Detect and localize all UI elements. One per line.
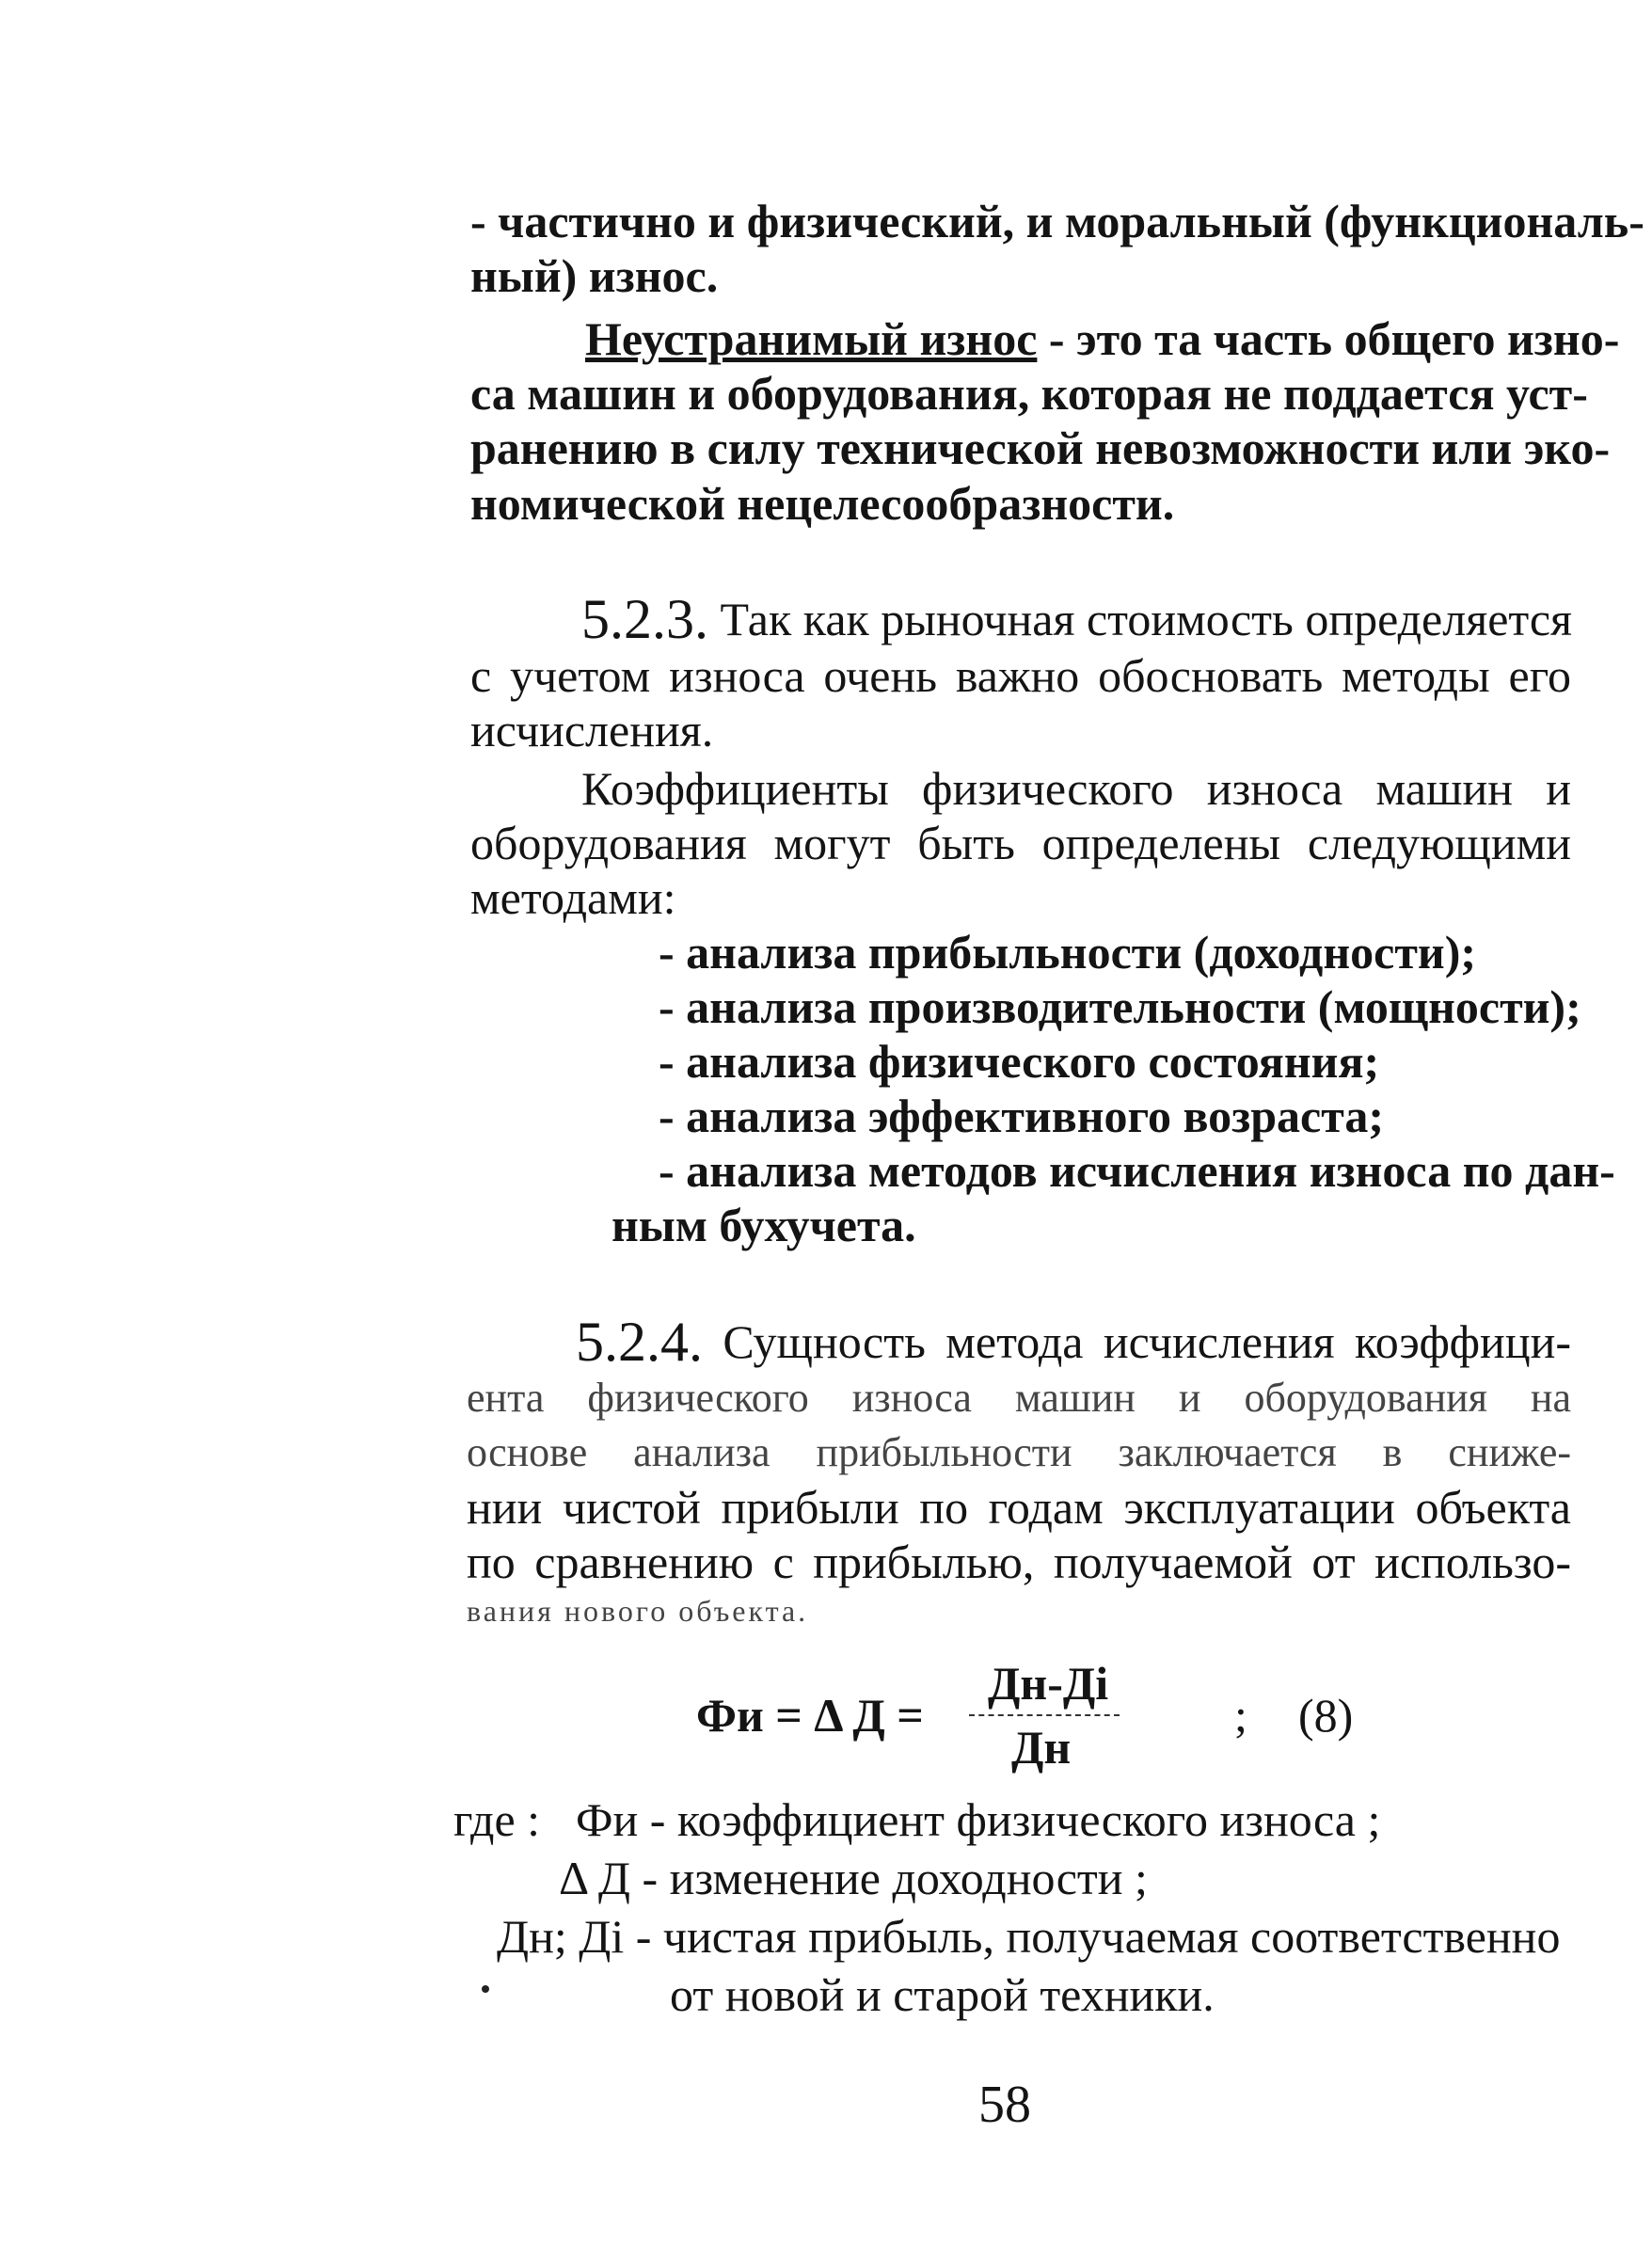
- section-523-line2: с учетом износа очень важно обосновать методы его: [470, 649, 1571, 702]
- section-524-line1: [576, 1311, 1571, 1373]
- section-523-line3: исчисления.: [470, 704, 714, 756]
- method-item: ным бухучета.: [612, 1199, 916, 1251]
- fraction-bar: [969, 1714, 1120, 1716]
- para1-line2: ный) износ.: [470, 249, 719, 302]
- para2-line2: са машин и оборудования, которая не поддается уст-: [470, 367, 1588, 420]
- formula-separator: ;: [1234, 1689, 1247, 1742]
- coeffs-line1: Коэффициенты физического износа машин и: [581, 762, 1571, 815]
- para2-line1-rest: - это та часть общего изно-: [1037, 312, 1620, 365]
- formula-number: (8): [1298, 1689, 1354, 1742]
- section-524-line1-rest: Сущность метода исчисления коэффици-: [703, 1315, 1571, 1368]
- coeffs-line3: методами:: [470, 871, 676, 924]
- method-item: - анализа прибыльности (доходности);: [659, 926, 1476, 979]
- legend-item-dn-di: Дн; Дi - чистая прибыль, получаемая соответственно: [497, 1910, 1561, 1963]
- method-item: - анализа физического состояния;: [659, 1035, 1380, 1088]
- formula-8: [696, 1656, 1374, 1778]
- legend-item-delta-d: Δ Д - изменение доходности ;: [559, 1852, 1148, 1904]
- para2-line3: ранению в силу технической невозможности или эко-: [470, 422, 1611, 474]
- section-524-line4: нии чистой прибыли по годам эксплуатации объекта: [467, 1481, 1571, 1534]
- method-item: - анализа производительности (мощности);: [659, 980, 1581, 1033]
- method-item: - анализа эффективного возраста;: [659, 1090, 1385, 1142]
- para2-line4: номической нецелесообразности.: [470, 477, 1175, 530]
- legend-item-dn-di-cont: от новой и старой техники.: [670, 1968, 1215, 2021]
- section-524-line6: вания нового объекта.: [467, 1594, 809, 1628]
- stray-dot: [482, 1985, 489, 1993]
- formula-denominator: Дн: [1011, 1721, 1072, 1774]
- term-unremovable-wear: Неустранимый износ: [585, 312, 1038, 365]
- para2-line1: [585, 310, 1620, 367]
- para1-line1: - частично и физический, и моральный (функциональ-: [470, 195, 1644, 247]
- method-item: - анализа методов исчисления износа по дан-: [659, 1144, 1615, 1197]
- formula-numerator: Дн-Дi: [988, 1657, 1109, 1710]
- section-523-line1: [581, 588, 1573, 650]
- section-524-line5: по сравнению с прибылью, получаемой от использо-: [467, 1536, 1571, 1588]
- section-524-line2: ента физического износа машин и оборудования на: [467, 1375, 1571, 1421]
- section-524-number: 5.2.4.: [576, 1311, 703, 1373]
- coeffs-line2: оборудования могут быть определены следующими: [470, 817, 1571, 869]
- formula-lhs: Фи = Δ Д =: [696, 1689, 924, 1742]
- section-523-line1-rest: Так как рыночная стоимость определяется: [708, 593, 1573, 645]
- legend-where: где :: [453, 1793, 541, 1846]
- section-523-number: 5.2.3.: [581, 588, 708, 650]
- section-524-line3: основе анализа прибыльности заключается в сниже-: [467, 1429, 1571, 1475]
- page-number: 58: [978, 2076, 1031, 2134]
- legend-item-fi: Фи - коэффициент физического износа ;: [576, 1793, 1381, 1846]
